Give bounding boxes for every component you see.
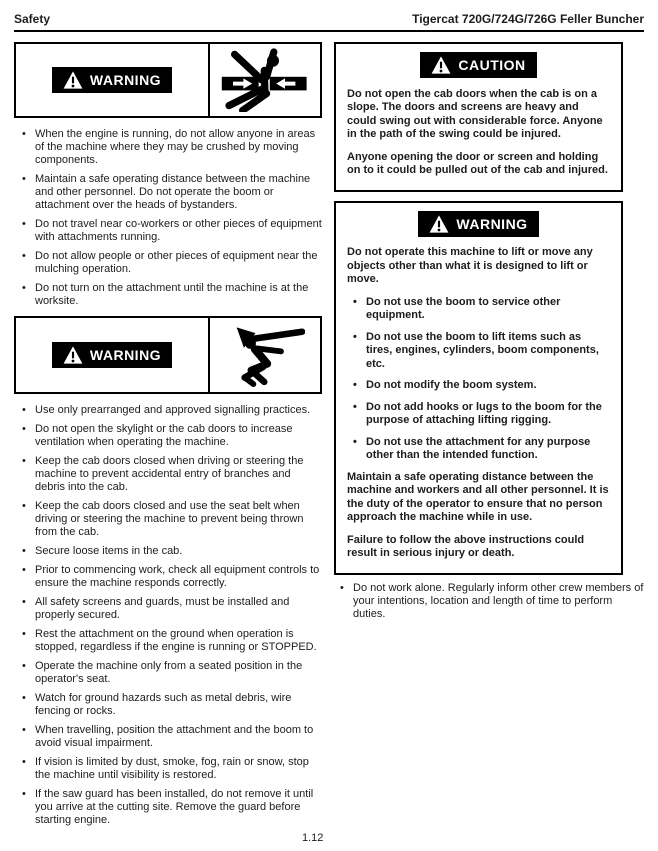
list-item	[353, 296, 610, 323]
paragraph: Maintain a safe operating distance between the machine and workers and all other personnel. It is the duty of the operator to ensure that no person approach the machine while in use.	[347, 470, 609, 523]
list-item-text: Do not use the boom to lift items such as tires, engines, cylinders, boom components, etc.	[366, 330, 599, 370]
bullet-icon: •	[22, 756, 26, 768]
warning-label	[52, 342, 172, 368]
warning-label	[52, 67, 172, 93]
header-document-title: Tigercat 720G/724G/726G Feller Buncher	[412, 12, 644, 26]
list-item-text: When travelling, position the attachment and the boom to avoid visual impairment.	[35, 724, 314, 749]
list-item-text: If the saw guard has been installed, do not remove it until you arrive at the cutting site. Remove the guard before starting engine.	[35, 788, 314, 826]
list-item	[22, 692, 322, 718]
paragraph: Do not open the cab doors when the cab is on a slope. The doors and screens are heavy and could swing out with considerable force. Anyone in the path of the swing could be injured.	[347, 87, 603, 140]
left-column	[14, 42, 322, 833]
list-item	[22, 564, 322, 590]
warning-outro	[347, 471, 610, 561]
warning-box-lifting	[334, 201, 623, 575]
warning-triangle-icon	[63, 71, 83, 89]
bullet-icon: •	[22, 628, 26, 640]
list-item-text: Prior to commencing work, check all equipment controls to ensure the machine responds correctly.	[35, 564, 320, 589]
list-item	[22, 423, 322, 449]
list-item	[22, 218, 322, 244]
list-item	[22, 404, 322, 417]
crush-hazard-icon	[221, 48, 309, 112]
page-content	[14, 12, 644, 833]
bullet-icon: •	[22, 282, 26, 294]
bullet-icon: •	[22, 218, 26, 230]
warning-label-text: WARNING	[89, 347, 162, 363]
warning-triangle-icon	[431, 56, 451, 74]
list-item-text: Do not use the boom to service other equipment.	[366, 295, 561, 321]
list-item-text: Use only prearranged and approved signalling practices.	[35, 404, 311, 416]
warning-label-text: WARNING	[456, 215, 528, 232]
list-item-text: Do not open the skylight or the cab doors to increase ventilation when operating the machine.	[35, 423, 293, 448]
warning-label-cell	[16, 44, 208, 116]
bullet-icon: •	[22, 423, 26, 435]
list-item-text: Do not modify the boom system.	[366, 379, 537, 391]
list-item	[22, 545, 322, 558]
list-item-text: Operate the machine only from a seated position in the operator's seat.	[35, 660, 303, 685]
list-item	[353, 331, 610, 372]
caution-label-text: CAUTION	[458, 57, 526, 73]
page-header	[14, 12, 644, 32]
list-item	[353, 401, 610, 428]
warning-label-row	[347, 211, 610, 238]
list-item-text: Do not work alone. Regularly inform other crew members of your intentions, location and length of time to perform duties.	[353, 581, 644, 620]
list-item-text: Do not travel near co-workers or other pieces of equipment with attachments running.	[35, 218, 322, 243]
list-item-text: Watch for ground hazards such as metal debris, wire fencing or rocks.	[35, 692, 292, 717]
paragraph: Do not operate this machine to lift or move any objects other than what it is designed to lift or move.	[347, 246, 593, 285]
warning-triangle-icon	[63, 346, 83, 364]
bullet-icon: •	[22, 500, 26, 512]
caution-box	[334, 42, 623, 192]
warning-bullets	[347, 296, 610, 463]
bullet-icon: •	[353, 295, 357, 308]
paragraph: Failure to follow the above instructions could result in serious injury or death.	[347, 533, 585, 559]
caution-label-row	[347, 52, 610, 79]
list-item	[22, 282, 322, 308]
list-item	[22, 596, 322, 622]
warning-label-cell	[16, 318, 208, 392]
header-section-title: Safety	[14, 12, 51, 26]
paragraph: Anyone opening the door or screen and holding on to it could be pulled out of the cab and injured.	[347, 150, 608, 176]
warning-box-crush	[14, 42, 322, 118]
bullet-icon: •	[22, 788, 26, 800]
safety-list-2	[14, 404, 322, 827]
list-item	[22, 788, 322, 827]
warning-box-thrown	[14, 316, 322, 394]
page-number: 1.12	[302, 832, 324, 844]
bullet-icon: •	[22, 545, 26, 557]
right-column-list	[334, 582, 644, 621]
list-item	[22, 173, 322, 212]
right-column	[334, 42, 644, 833]
warning-label-text: WARNING	[89, 72, 162, 88]
pictogram-cell	[208, 44, 320, 116]
bullet-icon: •	[353, 435, 357, 448]
bullet-icon: •	[22, 596, 26, 608]
bullet-icon: •	[22, 724, 26, 736]
list-item	[22, 628, 322, 654]
bullet-icon: •	[353, 400, 357, 413]
list-item	[22, 128, 322, 167]
list-item	[22, 756, 322, 782]
list-item-text: If vision is limited by dust, smoke, fog, rain or snow, stop the machine until visibility is restored.	[35, 756, 309, 781]
list-item-text: When the engine is running, do not allow anyone in areas of the machine where they may be crushed by moving components.	[35, 128, 316, 166]
safety-list-1	[14, 128, 322, 308]
warning-intro	[347, 246, 610, 287]
warning-label	[418, 211, 538, 237]
list-item-text: Do not allow people or other pieces of equipment near the mulching operation.	[35, 250, 318, 275]
warning-triangle-icon	[429, 215, 449, 233]
list-item	[22, 500, 322, 539]
bullet-icon: •	[22, 128, 26, 140]
bullet-icon: •	[22, 404, 26, 416]
two-column-layout	[14, 42, 644, 833]
list-item	[353, 379, 610, 393]
pictogram-cell	[208, 318, 320, 392]
list-item-text: Do not add hooks or lugs to the boom for the purpose of attaching lifting rigging.	[366, 400, 602, 426]
bullet-icon: •	[22, 173, 26, 185]
bullet-icon: •	[353, 330, 357, 343]
list-item-text: Do not use the attachment for any purpose other than the intended function.	[366, 435, 591, 461]
list-item-text: All safety screens and guards, must be installed and properly secured.	[35, 596, 290, 621]
list-item	[22, 724, 322, 750]
bullet-icon: •	[22, 564, 26, 576]
list-item-text: Maintain a safe operating distance between the machine and other personnel. Do not operate the boom or attachment over the heads of bystanders.	[35, 173, 311, 211]
list-item-text: Do not turn on the attachment until the machine is at the worksite.	[35, 282, 309, 307]
bullet-icon: •	[22, 692, 26, 704]
list-item	[353, 436, 610, 463]
list-item	[22, 250, 322, 276]
bullet-icon: •	[353, 379, 357, 391]
list-item	[22, 455, 322, 494]
caution-paragraphs	[347, 88, 610, 178]
caution-label	[420, 52, 536, 78]
list-item-text: Rest the attachment on the ground when operation is stopped, regardless if the engine is running or STOPPED.	[35, 628, 317, 653]
list-item-text: Keep the cab doors closed when driving or steering the machine to prevent accidental entry of branches and debris into the cab.	[35, 455, 304, 493]
list-item-text: Secure loose items in the cab.	[35, 545, 183, 557]
thrown-from-cab-icon	[225, 322, 305, 388]
list-item-text: Keep the cab doors closed and use the seat belt when driving or steering the machine to prevent being thrown from the cab.	[35, 500, 304, 538]
bullet-icon: •	[22, 660, 26, 672]
bullet-icon: •	[22, 250, 26, 262]
list-item	[22, 660, 322, 686]
bullet-icon: •	[22, 455, 26, 467]
bullet-icon: •	[340, 581, 344, 594]
list-item	[340, 582, 644, 621]
